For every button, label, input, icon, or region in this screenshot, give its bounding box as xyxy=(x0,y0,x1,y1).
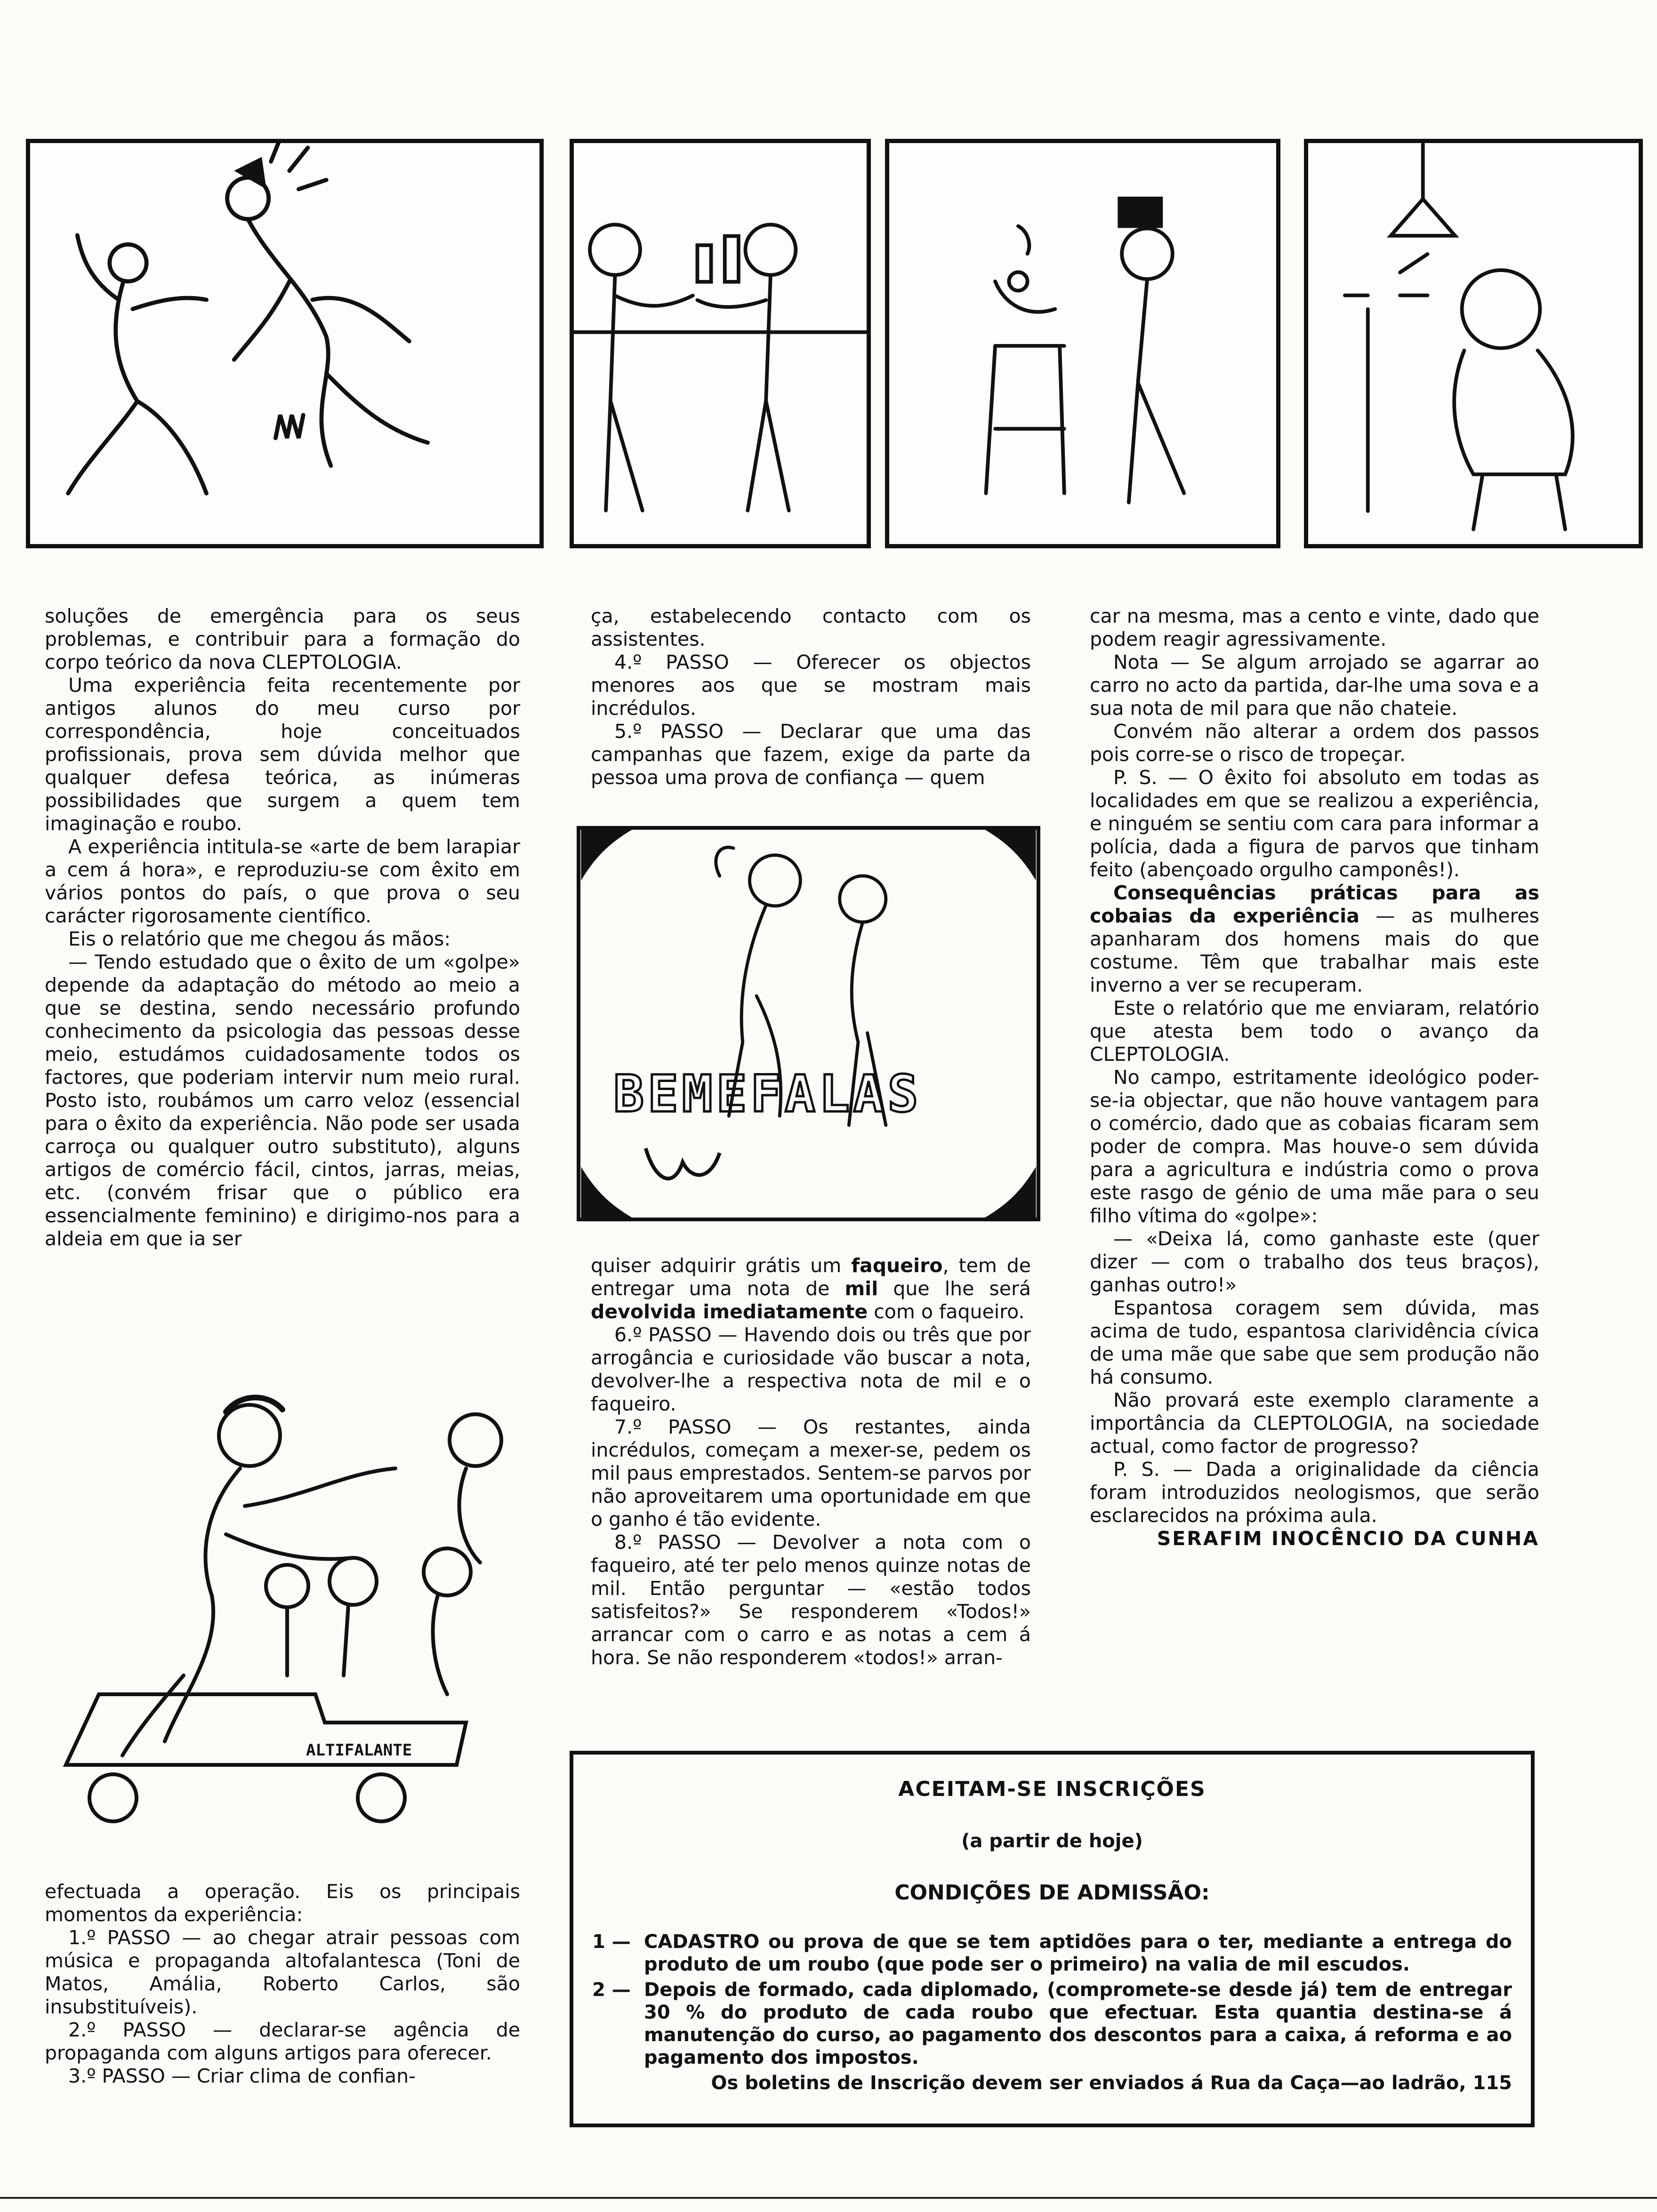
paragraph: 7.º PASSO — Os restantes, ainda incrédulos, começam a mexer-se, pedem os mil paus emprestados. Sentem-se parvos por não aproveitarem uma oportunidade em que o ganho é tão evidente. xyxy=(591,1416,1031,1531)
author-signature: SERAFIM INOCÊNCIO DA CUNHA xyxy=(1157,1527,1539,1550)
paragraph: Convém não alterar a ordem dos passos pois corre-se o risco de tropeçar. xyxy=(1090,720,1539,766)
text-run: com o faqueiro. xyxy=(868,1300,1025,1323)
paragraph: Nota — Se algum arrojado se agarrar ao carro no acto da partida, dar-lhe uma sova e a sua nota de mil para que não chateie. xyxy=(1090,651,1539,720)
fight-scene-drawing xyxy=(30,143,539,544)
bemfalas-lettering: BEMEFALAS xyxy=(613,1065,922,1124)
condition-number: 1 — xyxy=(592,1931,631,1953)
paragraph: 2.º PASSO — declarar-se agência de propaganda com alguns artigos para oferecer. xyxy=(45,2019,520,2064)
truck-label: ALTIFALANTE xyxy=(306,1741,412,1760)
paragraph: No campo, estritamente ideológico poder-se-ia objectar, que não houve vantagem para o comércio, dado que as cobaias ficaram sem poder de compra. Mas houve-o sem dúvida para a agricultura e indústria como o prova este rasgo de génio de uma mãe para o seu filho vítima do «golpe»: xyxy=(1090,1066,1539,1227)
text-run: Consequências práticas para as cobaias da experiência xyxy=(1090,882,1539,927)
paragraph xyxy=(591,1254,1031,1323)
article-column-2-bottom xyxy=(591,1254,1031,1669)
text-run: faqueiro xyxy=(851,1254,943,1277)
article-column-1 xyxy=(45,605,520,1250)
seated-woman-drawing xyxy=(1308,143,1639,544)
page-bottom-rule xyxy=(0,2197,1657,2199)
article-column-1-bottom xyxy=(45,1880,520,2088)
dressed-man-drawing xyxy=(889,143,1276,544)
paragraph: Não provará este exemplo claramente a importância da CLEPTOLOGIA, na sociedade actual, como factor de progresso? xyxy=(1090,1389,1539,1458)
paragraph: 5.º PASSO — Declarar que uma das campanhas que fazem, exige da parte da pessoa uma prova de confiança — quem xyxy=(591,720,1031,789)
text-run: , tem de entregar uma nota de xyxy=(591,1254,1031,1300)
paragraph: P. S. — Dada a originalidade da ciência foram introduzidos neologismos, que serão esclarecidos na próxima aula. xyxy=(1090,1458,1539,1527)
paragraph: soluções de emergência para os seus problemas, e contribuir para a formação do corpo teórico da nova CLEPTOLOGIA. xyxy=(45,605,520,673)
paragraph: 8.º PASSO — Devolver a nota com o faqueiro, até ter pelo menos quinze notas de mil. Então perguntar — «estão todos satisfeitos?» Se responderem «Todos!» arrancar com o carro e as notas a cem á hora. Se não responderem «todos!» arran- xyxy=(591,1531,1031,1669)
text-run: devolvida imediatamente xyxy=(591,1300,868,1323)
condition-text: CADASTRO ou prova de que se tem aptidões para o ter, mediante a entrega do produto de um roubo (que pode ser o primeiro) na valia de mil escudos. xyxy=(644,1931,1512,1975)
conditions-title: CONDIÇÕES DE ADMISSÃO: xyxy=(894,1881,1210,1905)
bar-scene-drawing xyxy=(574,143,867,544)
text-run: que lhe será xyxy=(878,1277,1031,1300)
paragraph: Uma experiência feita recentemente por antigos alunos do meu curso por correspondência, hoje conceituados profissionais, prova sem dúvida melhor que qualquer defesa teórica, as inúmeras possibilidades que surgem a quem tem imaginação e roubo. xyxy=(45,674,520,835)
condition-item xyxy=(592,1931,1512,1976)
paragraph: — «Deixa lá, como ganhaste este (quer dizer — com o trabalho dos teus braços), ganhas outro!» xyxy=(1090,1227,1539,1296)
paragraph xyxy=(1090,882,1539,997)
bemfalas-cartoon xyxy=(577,826,1040,1221)
paragraph: car na mesma, mas a cento e vinte, dado que podem reagir agressivamente. xyxy=(1090,605,1539,650)
text-run: — as mulheres apanharam dos homens mais do que costume. Têm que trabalhar mais este inverno a ver se recuperam. xyxy=(1090,905,1539,996)
paragraph: — Tendo estudado que o êxito de um «golpe» depende da adaptação do método ao meio a que se destina, sendo necessário profundo conhecimento da psicologia das pessoas desse meio, estudámos cuidadosamente todos os factores, que poderiam intervir num meio rural. Posto isto, roubámos um carro veloz (essencial para o êxito da experiência. Não pode ser usada carroça ou qualquer outro substituto), alguns artigos de comércio fácil, cintos, jarras, meias, etc. (convém frisar que o público era essencialmente feminino) e dirigimo-nos para a aldeia em que ia ser xyxy=(45,951,520,1250)
comic-panel-1 xyxy=(26,139,544,548)
paragraph: 1.º PASSO — ao chegar atrair pessoas com música e propaganda altofalantesca (Toni de Matos, Amália, Roberto Carlos, são insubstituíveis). xyxy=(45,1926,520,2018)
admission-notice-box xyxy=(570,1751,1535,2127)
text-run: quiser adquirir grátis um xyxy=(591,1254,852,1277)
paragraph: Este o relatório que me enviaram, relatório que atesta bem todo o avanço da CLEPTOLOGIA. xyxy=(1090,997,1539,1066)
paragraph: Eis o relatório que me chegou ás mãos: xyxy=(68,928,451,950)
paragraph: A experiência intitula-se «arte de bem larapiar a cem á hora», e reproduziu-se com êxito em vários pontos do país, o que prova o seu carácter rigorosamente científico. xyxy=(45,835,520,927)
paragraph: 6.º PASSO — Havendo dois ou três que por arrogância e curiosidade vão buscar a nota, devolver-lhe a respectiva nota de mil e o faqueiro. xyxy=(591,1323,1031,1415)
paragraph: 3.º PASSO — Criar clima de confian- xyxy=(68,2065,416,2087)
article-column-2 xyxy=(591,605,1031,789)
comic-panel-4 xyxy=(1304,139,1643,548)
condition-text: Depois de formado, cada diplomado, (compromete-se desde já) tem de entregar 30 % do produto de cada roubo que efectuar. Esta quantia destina-se á manutenção do curso, ao pagamento dos descontos para a caixa, á reforma e ao pagamento dos impostos. xyxy=(644,1979,1512,2068)
paragraph: ça, estabelecendo contacto com os assistentes. xyxy=(591,605,1031,650)
notice-subtitle: (a partir de hoje) xyxy=(961,1830,1143,1852)
notice-footer: Os boletins de Inscrição devem ser enviados á Rua da Caça—ao ladrão, 115 xyxy=(711,2072,1512,2094)
paragraph: 4.º PASSO — Oferecer os objectos menores aos que se mostram mais incrédulos. xyxy=(591,651,1031,720)
text-run: mil xyxy=(845,1277,878,1300)
paragraph: efectuada a operação. Eis os principais momentos da experiência: xyxy=(45,1880,520,1926)
notice-title: ACEITAM-SE INSCRIÇÕES xyxy=(898,1777,1206,1801)
paragraph: P. S. — O êxito foi absoluto em todas as localidades em que se realizou a experiência, e ninguém se sentiu com cara para informar a polícia, dada a figura de parvos que tinham feito (abençoado orgulho camponês!). xyxy=(1090,766,1539,881)
article-column-3 xyxy=(1090,605,1539,1550)
paragraph: Espantosa coragem sem dúvida, mas acima de tudo, espantosa clarividência cívica de uma mãe que sabe que sem produção não há consumo. xyxy=(1090,1297,1539,1388)
salesman-truck-illustration xyxy=(42,1384,532,1840)
condition-item xyxy=(592,1979,1512,2069)
comic-panel-3 xyxy=(885,139,1280,548)
condition-number: 2 — xyxy=(592,1979,631,2001)
comic-panel-2 xyxy=(570,139,871,548)
